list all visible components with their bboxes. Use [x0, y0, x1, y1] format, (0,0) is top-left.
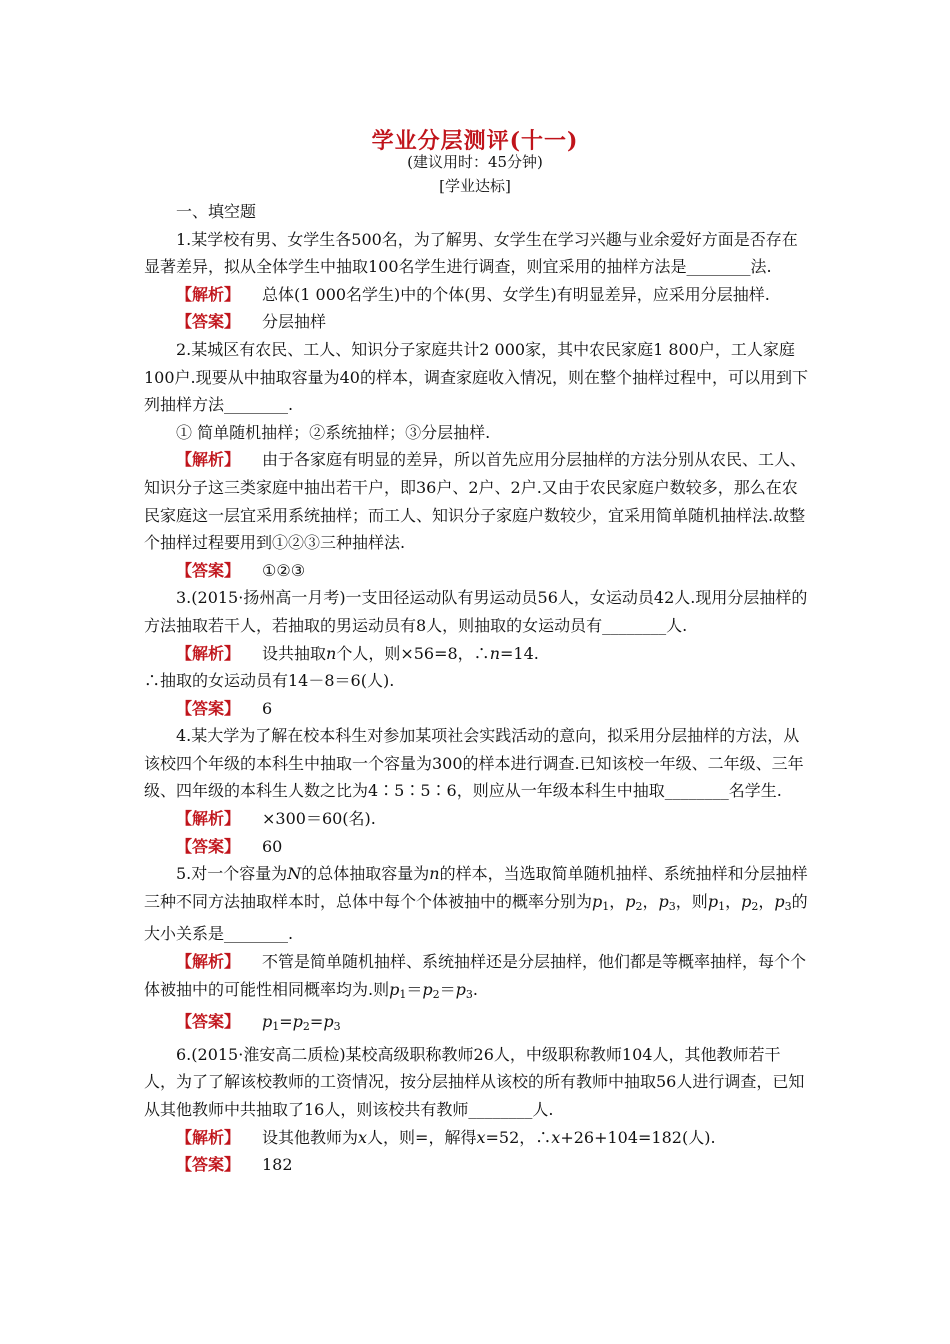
analysis-label: 【解析】: [176, 809, 241, 829]
variable-p: p: [389, 979, 400, 999]
punctuation: ，: [758, 891, 775, 911]
question-3-answer: [144, 695, 812, 723]
section-heading: 一、填空题: [176, 202, 257, 221]
subscript: 2: [635, 899, 643, 913]
subscript: 1: [602, 899, 610, 913]
variable-p: p: [707, 891, 719, 911]
answer-text: 分层抽样: [262, 312, 327, 332]
question-1: 1.某学校有男、女学生各500名，为了解男、女学生在学习兴趣与业余爱好方面是否存在显著差异，拟从全体学生中抽取100名学生进行调查，则宜采用的抽样方法是________法.: [144, 229, 798, 277]
answer-label: 【答案】: [176, 698, 241, 718]
question-4: 4.某大学为了解在校本科生对参加某项社会实践活动的意向，拟采用分层抽样的方法，从该校四个年级的本科生中抽取一个容量为300的样本进行调查.已知该校一年级、二年级、三年级、四年级的本科生人数之比为4∶5∶5∶6，则应从一年级本科生中抽取________名学生.: [144, 726, 804, 801]
question-1-answer: [144, 308, 812, 336]
suggested-time: (建议用时：45分钟): [407, 153, 543, 171]
analysis-text: ×300＝60(名).: [262, 809, 376, 829]
subscript: 1: [272, 1020, 280, 1034]
subscript: 1: [718, 899, 726, 913]
variable-x: x: [358, 1127, 368, 1147]
variable-x: x: [551, 1127, 561, 1147]
variable-p: p: [741, 891, 752, 911]
equals-sign: =: [309, 1012, 324, 1032]
equals-sign: ＝: [439, 979, 456, 999]
analysis-label: 【解析】: [176, 450, 241, 470]
variable-p: p: [625, 891, 636, 911]
variable-p: p: [592, 891, 603, 911]
question-text: 的大小关系是________.: [144, 891, 808, 944]
punctuation: ，: [725, 891, 742, 911]
variable-p: p: [292, 1012, 303, 1032]
answer-text: 6: [262, 698, 273, 718]
answer-label: 【答案】: [176, 836, 241, 856]
question-1-analysis: [144, 281, 812, 309]
punctuation: ，: [642, 891, 659, 911]
question-6: 6.(2015·淮安高二质检)某校高级职称教师26人，中级职称教师104人，其他教师若干人，为了了解该校教师的工资情况，按分层抽样从该校的所有教师中抽取56人进行调查，已知从其他教师中共抽取了16人，则该校共有教师________人.: [144, 1044, 805, 1119]
question-text: 的样本，当选取简单随机抽样、系统抽样和分层抽样三种不同方法抽取样本时，总体中每个个体被抽中的概率分别为: [144, 864, 808, 911]
question-4-answer: [144, 833, 812, 861]
punctuation: ，: [609, 891, 626, 911]
question-2: 2.某城区有农民、工人、知识分子家庭共计2 000家，其中农民家庭1 800户，工人家庭100户.现要从中抽取容量为40的样本，调查家庭收入情况，则在整个抽样过程中，可以用到下列抽样方法________.: [144, 339, 808, 415]
variable-N: N: [287, 864, 302, 884]
analysis-text: =14.: [500, 643, 539, 663]
subscript: 1: [399, 987, 407, 1001]
subscript: 3: [333, 1020, 341, 1034]
analysis-text: 个人，则×56=8，∴: [336, 643, 490, 663]
answer-label: 【答案】: [176, 1012, 241, 1032]
answer-label: 【答案】: [176, 1155, 241, 1175]
equals-sign: =: [279, 1012, 293, 1032]
subscript: 2: [302, 1020, 310, 1034]
question-text: 5.对一个容量为: [176, 864, 288, 884]
analysis-label: 【解析】: [176, 1127, 241, 1147]
variable-p: p: [262, 1012, 273, 1032]
variable-n: n: [326, 643, 337, 663]
page-title: 学业分层测评(十一): [371, 128, 579, 154]
question-2-analysis: [144, 446, 812, 556]
answer-text: 60: [262, 836, 283, 856]
variable-n: n: [429, 864, 440, 884]
answer-label: 【答案】: [176, 560, 241, 580]
variable-n: n: [489, 643, 500, 663]
subscript: 3: [465, 987, 473, 1001]
variable-p: p: [323, 1012, 334, 1032]
analysis-text: +26+104=182(人).: [560, 1127, 716, 1147]
analysis-text: 总体(1 000名学生)中的个体(男、女学生)有明显差异，应采用分层抽样.: [262, 284, 770, 304]
analysis-text: 不管是简单随机抽样、系统抽样还是分层抽样，他们都是等概率抽样，每个个体被抽中的可能性相同概率均为.则: [144, 952, 807, 999]
question-2-answer: [144, 557, 812, 585]
variable-x: x: [476, 1127, 486, 1147]
question-text: 的总体抽取容量为: [301, 864, 430, 884]
equals-sign: ＝: [406, 979, 423, 999]
analysis-text: 由于各家庭有明显的差异，所以首先应用分层抽样的方法分别从农民、工人、知识分子这三类家庭中抽出若干户，即36户、2户、2户.又由于农民家庭户数较多，那么在农民家庭这一层宜采用系统抽样；而工人、知识分子家庭户数较少，宜采用简单随机抽样法.故整个抽样过程要用到①②③三种抽样法.: [144, 450, 807, 553]
question-5-analysis: [144, 948, 812, 1008]
section-label: [学业达标]: [439, 177, 511, 195]
analysis-label: 【解析】: [176, 952, 241, 972]
variable-p: p: [658, 891, 669, 911]
answer-text: ①②③: [262, 560, 306, 580]
variable-p: p: [422, 979, 433, 999]
question-5: [144, 860, 812, 948]
question-3-analysis-continued: ∴抽取的女运动员有14－8＝6(人).: [144, 671, 395, 691]
question-2-options: ① 简单随机抽样；②系统抽样；③分层抽样.: [176, 422, 491, 442]
analysis-text: 设其他教师为: [262, 1127, 359, 1147]
question-3: 3.(2015·扬州高一月考)一支田径运动队有男运动员56人，女运动员42人.现用分层抽样的方法抽取若干人，若抽取的男运动员有8人，则抽取的女运动员有________人.: [144, 588, 808, 635]
variable-p: p: [774, 891, 785, 911]
subscript: 3: [784, 899, 792, 913]
document-body: [144, 198, 812, 1179]
question-text: ，则: [675, 891, 708, 911]
variable-p: p: [455, 979, 466, 999]
question-3-analysis: [144, 640, 812, 668]
analysis-text: =52，∴: [485, 1127, 552, 1147]
question-4-analysis: [144, 805, 812, 833]
answer-label: 【答案】: [176, 312, 241, 332]
analysis-text: 人，则=，解得: [367, 1127, 477, 1147]
punctuation: .: [472, 979, 478, 999]
analysis-label: 【解析】: [176, 643, 241, 663]
subscript: 3: [668, 899, 676, 913]
subscript: 2: [751, 899, 759, 913]
question-5-answer: [144, 1008, 812, 1041]
subscript: 2: [432, 987, 440, 1001]
question-6-analysis: [144, 1124, 812, 1152]
analysis-label: 【解析】: [176, 284, 241, 304]
analysis-text: 设共抽取: [262, 643, 327, 663]
answer-text: 182: [262, 1155, 293, 1175]
question-6-answer: [144, 1151, 812, 1179]
